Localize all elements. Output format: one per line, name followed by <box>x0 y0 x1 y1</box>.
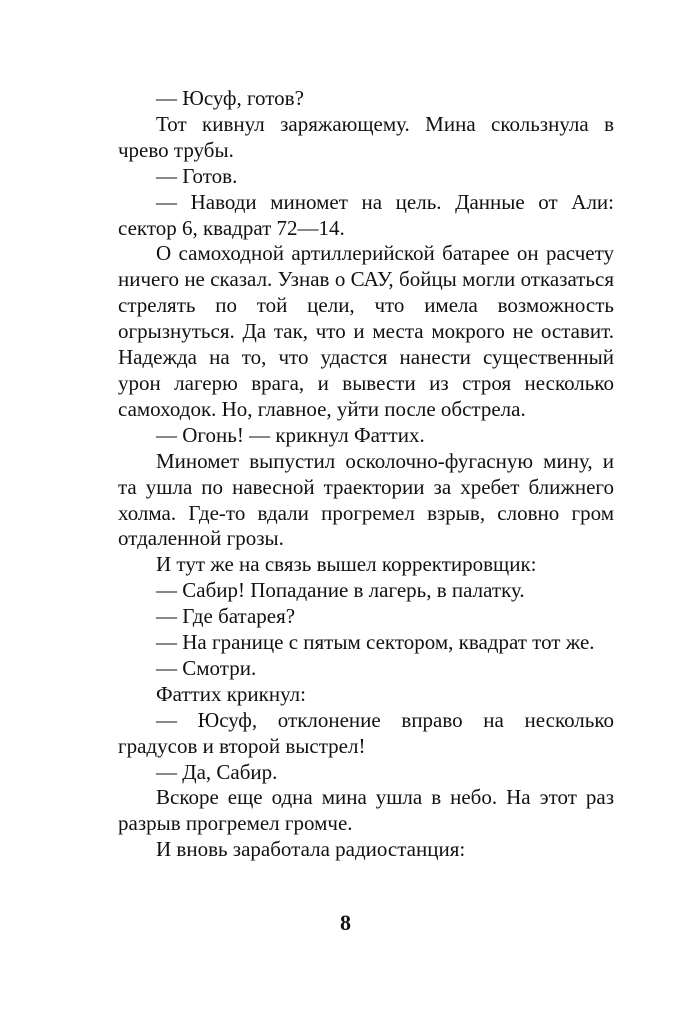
paragraph: — На границе с пятым сектором, квадрат тот же. <box>156 630 595 655</box>
paragraph: Тот кивнул заряжающему. Мина скользнула в чрево трубы. <box>118 111 614 162</box>
paragraph: Вскоре еще одна мина ушла в небо. На этот раз разрыв прогремел громче. <box>118 785 614 836</box>
paragraph: — Смотри. <box>156 655 257 680</box>
paragraph: И тут же на связь вышел корректировщик: <box>156 552 537 577</box>
paragraph: — Юсуф, готов? <box>156 86 304 110</box>
paragraph: Миномет выпустил осколочно-фугасную мину, и та ушла по навесной траектории за хребет ближнего холма. Где-то вдали прогремел взрыв, словно гром отдаленной грозы. <box>118 448 614 551</box>
paragraph: — Да, Сабир. <box>156 759 278 784</box>
paragraph: И вновь заработала радиостанция: <box>156 837 466 862</box>
paragraph: — Огонь! — крикнул Фаттих. <box>156 422 425 447</box>
paragraph: — Сабир! Попадание в лагерь, в палатку. <box>156 578 525 603</box>
paragraph: О самоходной артиллерийской батарее он расчету ничего не сказал. Узнав о САУ, бойцы могли отказаться стрелять по той цели, что имела возможность огрызнуться. Да так, что и места мокрого не оставит. Надежда на то, что удастся нанести существенный урон лагерю врага, и вывести из строя несколько самоходок. Но, главное, уйти после обстрела. <box>118 241 614 421</box>
page-body <box>118 86 614 863</box>
paragraph: Фаттих крикнул: <box>156 681 306 706</box>
page-number: 8 <box>340 910 351 935</box>
paragraph: — Юсуф, отклонение вправо на несколько градусов и второй выстрел! <box>118 707 614 758</box>
paragraph: — Готов. <box>156 163 238 188</box>
paragraph: — Где батарея? <box>156 604 296 629</box>
paragraph: — Наводи миномет на цель. Данные от Али: сектор 6, квадрат 72—14. <box>118 189 614 240</box>
